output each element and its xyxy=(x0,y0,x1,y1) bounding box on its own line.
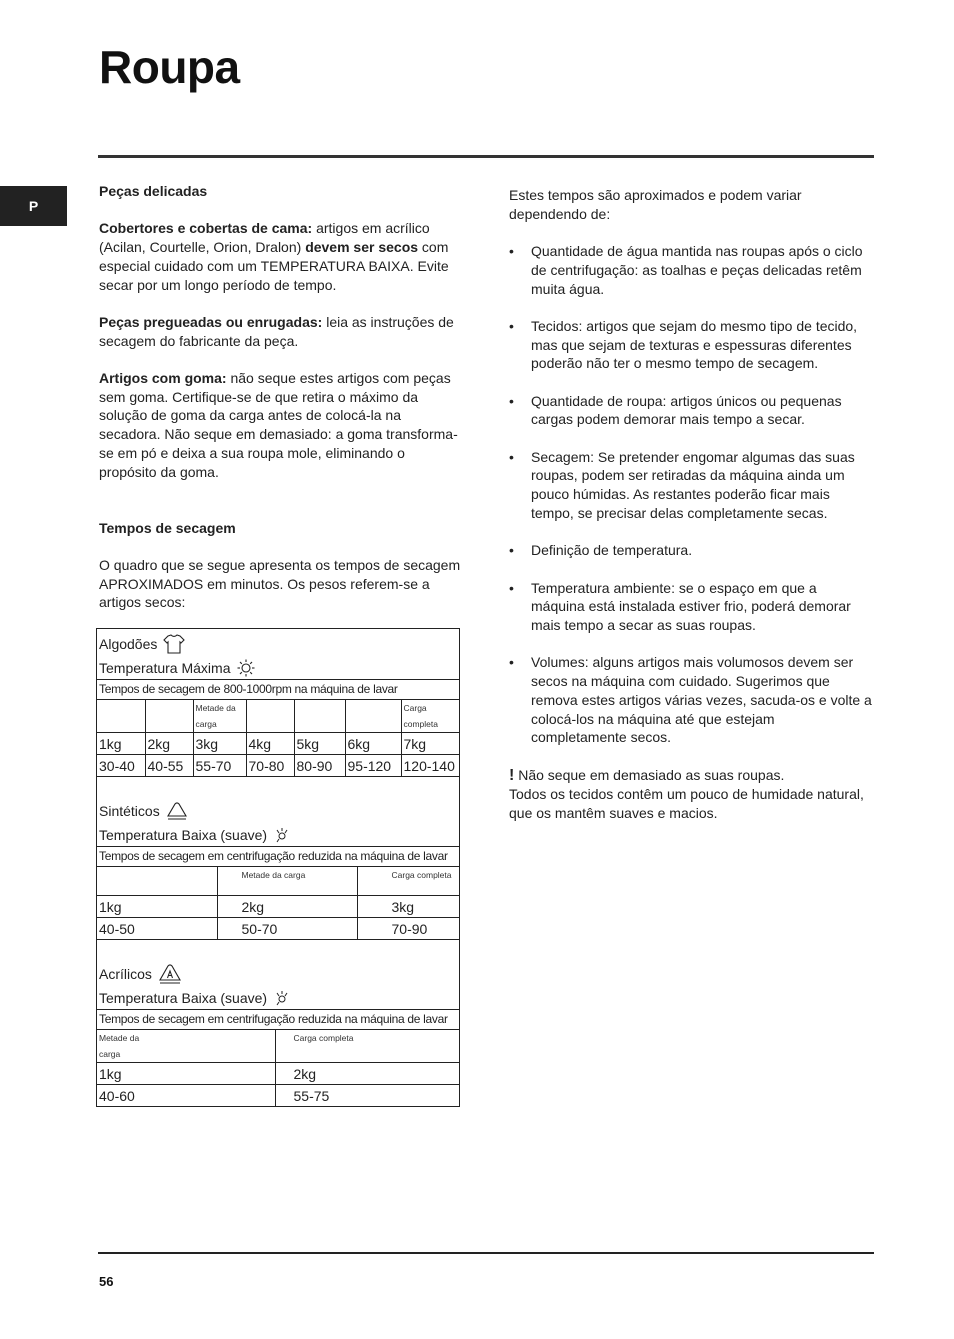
blankets-text-1: artigos em acrílico (Acilan, Courtelle, Orion, Dralon) xyxy=(99,220,430,256)
sun-max-temp-icon xyxy=(237,659,255,677)
acrylic-note: Metade da carga xyxy=(97,1030,275,1063)
synthetic-times-row xyxy=(97,918,459,940)
factors-list xyxy=(509,242,874,747)
pleated-text: leia as instruções de secagem do fabricante da peça. xyxy=(99,313,454,349)
cotton-section-header xyxy=(97,629,459,679)
warning-text: Não seque em demasiado as suas roupas. xyxy=(514,766,785,783)
cotton-notes-row xyxy=(97,700,459,733)
cotton-note xyxy=(345,700,401,733)
cotton-times-row xyxy=(97,755,459,777)
low-temp-icon xyxy=(273,827,291,843)
warning-mark: ! xyxy=(509,766,515,784)
list-item: • Definição de temperatura. xyxy=(509,541,874,560)
section-heading-delicate: Peças delicadas xyxy=(99,183,208,199)
cotton-weights-row xyxy=(97,733,459,755)
cotton-time-cell: 55-70 xyxy=(193,755,246,777)
paragraph-drying-intro: O quadro que se segue apresenta os tempos de secagem APROXIMADOS em minutos. Os pesos referem-se a artigos secos: xyxy=(99,556,461,611)
cotton-note: Metade da carga xyxy=(193,700,246,733)
warning-note xyxy=(509,766,874,786)
acrylic-label: Acrílicos xyxy=(99,966,152,982)
acrylic-icon xyxy=(158,964,182,984)
cotton-weight-cell: 5kg xyxy=(294,733,345,755)
acrylic-section-header xyxy=(97,959,459,1009)
cotton-note: Carga completa xyxy=(401,700,459,733)
acrylic-note: Carga completa xyxy=(275,1030,459,1063)
page-title: Roupa xyxy=(99,41,240,93)
synthetic-label: Sintéticos xyxy=(99,803,160,819)
cotton-weight-cell: 1kg xyxy=(97,733,145,755)
cotton-label: Algodões xyxy=(99,636,158,652)
cotton-weight-cell: 7kg xyxy=(401,733,459,755)
acrylic-notes-row xyxy=(97,1030,459,1063)
cotton-time-cell: 40-55 xyxy=(145,755,193,777)
starch-text: não seque estes artigos com peças sem goma. Certifique-se de que retira o máximo da solução de goma da carga antes de colocá-la na secadora. Não seque em demasiado: a goma transforma-se em pó e deixa a sua roupa mole, eliminando o propósito da goma. xyxy=(99,369,458,480)
acrylic-temp-label: Temperatura Baixa (suave) xyxy=(99,990,268,1006)
acrylic-time-cell: 55-75 xyxy=(293,1087,330,1104)
synthetic-weight-cell: 2kg xyxy=(217,896,357,918)
cotton-note xyxy=(97,700,145,733)
bottom-divider xyxy=(98,1252,874,1254)
synthetic-time-cell: 50-70 xyxy=(217,918,357,940)
cotton-temp-label: Temperatura Máxima xyxy=(99,660,231,676)
list-item: • Secagem: Se pretender engomar algumas das suas roupas, podem ser retiradas da máquina ainda um pouco húmidas. As restantes poderão ficar mais tempo, se precisar delas completamente secas. xyxy=(509,448,874,523)
cotton-time-cell: 95-120 xyxy=(345,755,401,777)
synthetic-grid xyxy=(97,867,459,940)
language-tab: P xyxy=(0,186,67,226)
acrylic-time-cell: 40-60 xyxy=(97,1085,275,1107)
paragraph-pleated xyxy=(99,313,461,350)
cotton-time-cell: 30-40 xyxy=(97,755,145,777)
cotton-grid xyxy=(97,700,459,777)
pleated-label: Peças pregueadas ou enrugadas: xyxy=(99,313,323,330)
paragraph-starch xyxy=(99,369,461,481)
cotton-note xyxy=(145,700,193,733)
variation-intro: Estes tempos são aproximados e podem variar dependendo de: xyxy=(509,187,802,222)
blankets-text-2: com especial cuidado com um TEMPERATURA BAIXA. Evite secar por um longo período de tempo. xyxy=(99,239,449,293)
drying-times-table xyxy=(96,628,460,1107)
synthetic-time-cell: 40-50 xyxy=(97,918,217,940)
page-number: 56 xyxy=(99,1274,114,1289)
cotton-time-cell: 70-80 xyxy=(246,755,294,777)
list-item: • Temperatura ambiente: se o espaço em que a máquina está instalada estiver frio, poderá demorar mais tempo a secar as suas roupas. xyxy=(509,579,874,635)
low-temp-icon xyxy=(273,990,291,1006)
synthetic-weight-cell: 3kg xyxy=(357,896,459,918)
acrylic-weight-cell: 1kg xyxy=(97,1063,275,1085)
cotton-weight-cell: 3kg xyxy=(193,733,246,755)
synthetic-weights-row xyxy=(97,896,459,918)
list-item: • Quantidade de água mantida nas roupas após o ciclo de centrifugação: as toalhas e peças delicadas retêm muita água. xyxy=(509,242,874,298)
cotton-weight-cell: 2kg xyxy=(145,733,193,755)
cotton-note xyxy=(246,700,294,733)
synthetic-note: Metade da carga xyxy=(217,867,357,896)
synthetic-weight-cell: 1kg xyxy=(97,896,217,918)
section-heading-drying-times: Tempos de secagem xyxy=(99,519,236,536)
acrylic-grid xyxy=(97,1030,459,1106)
synthetic-note xyxy=(97,867,217,896)
cotton-weight-cell: 6kg xyxy=(345,733,401,755)
list-item: • Quantidade de roupa: artigos únicos ou pequenas cargas podem demorar mais tempo a secar. xyxy=(509,392,874,429)
acrylic-weight-cell: 2kg xyxy=(275,1063,459,1085)
synthetic-iron-icon xyxy=(166,802,188,820)
starch-label: Artigos com goma: xyxy=(99,369,227,386)
cotton-note xyxy=(294,700,345,733)
acrylic-times-row xyxy=(97,1085,459,1107)
synthetic-time-cell: 70-90 xyxy=(357,918,459,940)
list-item: • Tecidos: artigos que sejam do mesmo tipo de tecido, mas que sejam de texturas e espessuras diferentes poderão não ter o mesmo tempo de secagem. xyxy=(509,317,874,373)
top-divider xyxy=(98,155,874,158)
blankets-label: Cobertores e cobertas de cama: xyxy=(99,220,313,237)
right-column xyxy=(509,186,874,823)
synthetic-caption: Tempos de secagem em centrifugação reduzida na máquina de lavar xyxy=(97,846,459,867)
acrylic-caption: Tempos de secagem em centrifugação reduzida na máquina de lavar xyxy=(97,1009,459,1030)
left-column xyxy=(99,182,461,612)
synthetic-temp-label: Temperatura Baixa (suave) xyxy=(99,827,268,843)
synthetic-section-header xyxy=(97,796,459,846)
list-item: • Volumes: alguns artigos mais volumosos devem ser secos na máquina com cuidado. Sugerimos que remova estes artigos várias vezes, sacuda-os e volte a colocá-los na máquina até que estejam completamente secos. xyxy=(509,653,874,747)
cotton-shirt-icon xyxy=(163,634,185,654)
synthetic-note: Carga completa xyxy=(357,867,459,896)
closing-note: Todos os tecidos contêm um pouco de humidade natural, que os mantêm suaves e macios. xyxy=(509,786,864,822)
cotton-time-cell: 80-90 xyxy=(294,755,345,777)
acrylic-weights-row xyxy=(97,1063,459,1085)
paragraph-blankets xyxy=(99,219,461,294)
cotton-weight-cell: 4kg xyxy=(246,733,294,755)
cotton-time-cell: 120-140 xyxy=(401,755,459,777)
blankets-emphasis: devem ser secos xyxy=(305,239,419,256)
synthetic-notes-row xyxy=(97,867,459,896)
cotton-caption: Tempos de secagem de 800-1000rpm na máquina de lavar xyxy=(97,679,459,700)
